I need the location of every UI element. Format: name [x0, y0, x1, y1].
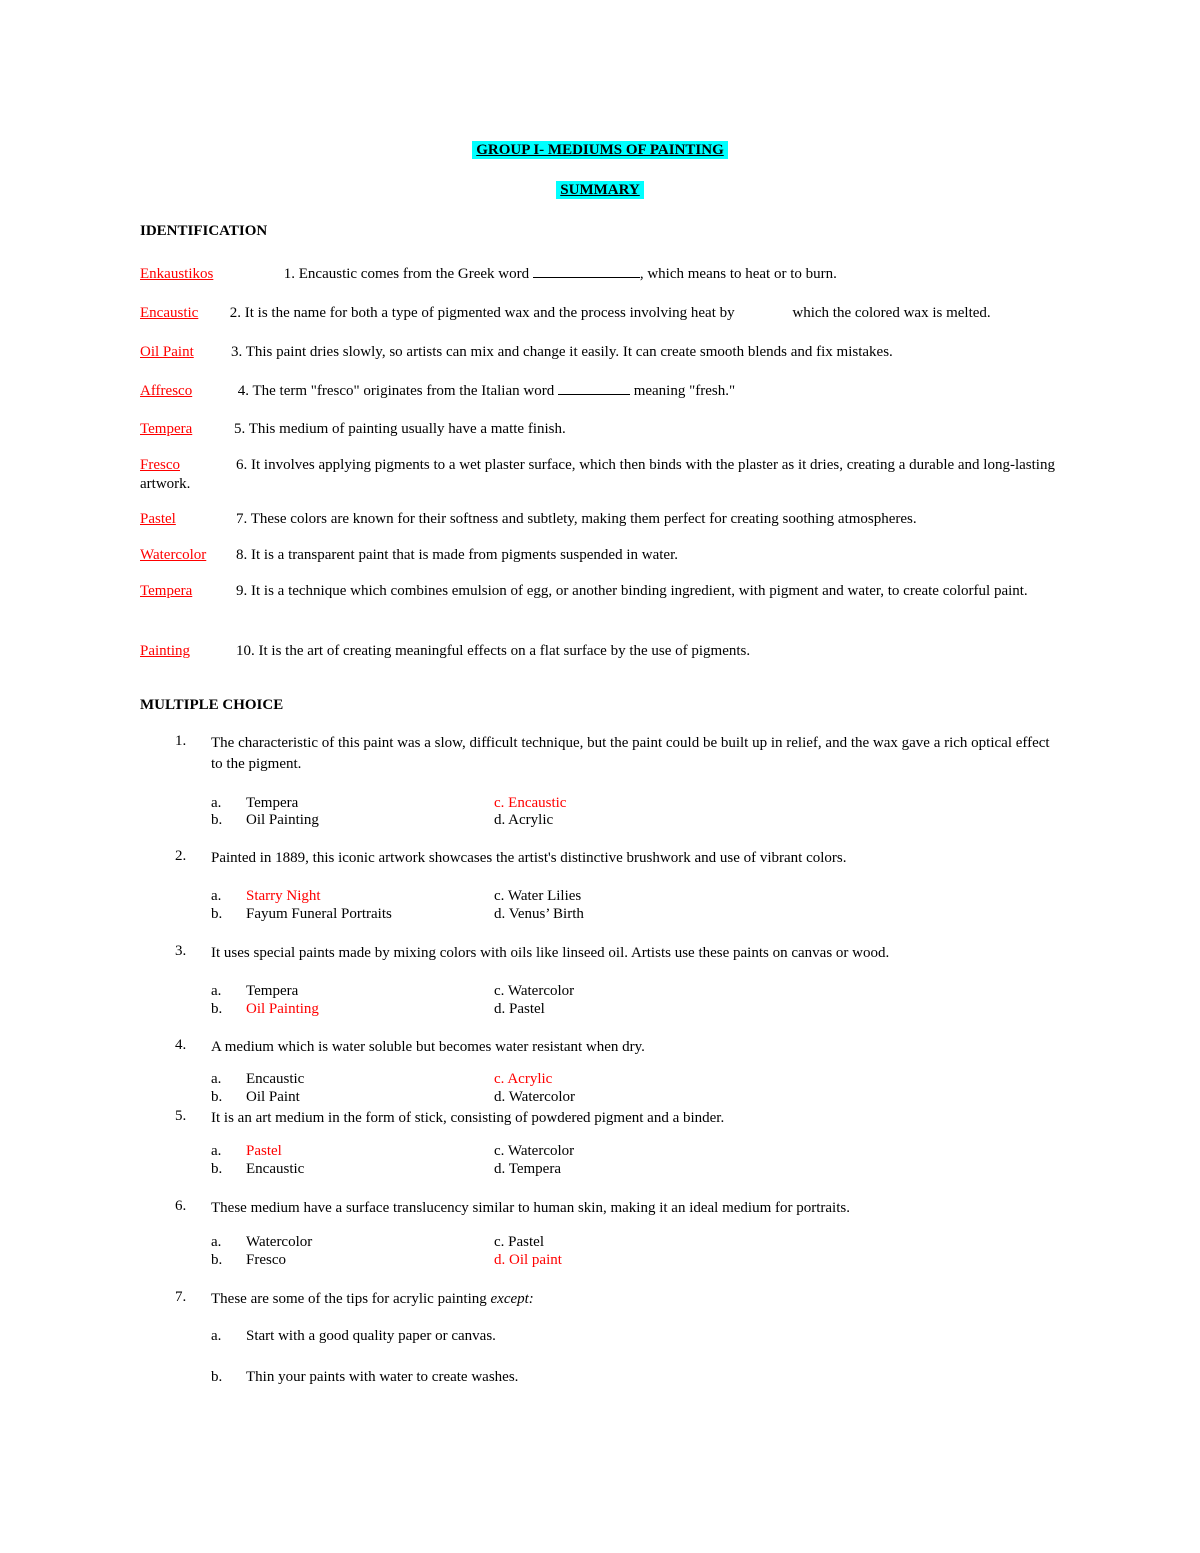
option-d: d. Venus’ Birth [494, 906, 584, 922]
option-c-correct: c. Encaustic [494, 795, 567, 811]
option-d: d. Pastel [494, 1001, 545, 1017]
identification-item: Oil Paint 3. This paint dries slowly, so artists can mix and change it easily. It can create smooth blends and fix mistakes. [140, 344, 893, 360]
identification-item: Affresco 4. The term "fresco" originates from the Italian word meaning "fresh." [140, 380, 1055, 401]
identification-item: Enkaustikos 1. Encaustic comes from the Greek word , which means to heat or to burn. [140, 263, 1055, 284]
option-d: d. Acrylic [494, 812, 554, 828]
option-c: c. Watercolor [494, 983, 575, 999]
identification-heading: IDENTIFICATION [140, 223, 268, 239]
option-d-correct: d. Oil paint [494, 1252, 562, 1268]
document-page: GROUP I- MEDIUMS OF PAINTING SUMMARY IDENTIFICATION Enkaustikos 1. Encaustic comes from the Greek word , which means to heat or to burn. Encaustic 2. It is the name for both a type of pigmented wax and the process involving heat by which the colored wax is melted. Oil Paint 3. This paint dries slowly, so artists can mix and change it easily. It can create smooth blends and fix mistakes. Affresco 4. The term "fresco" originates from the Italian word meaning "fresh." Tempera 5. This medium of painting usually have a matte finish. Fresco 6. It involves applying pigments to a wet plaster surface, which then binds with the plaster as it dries, creating a durable and long-lasting artwork. Pastel 7. These colors are known for their softness and subtlety, making them perfect for creating soothing atmospheres. Watercolor 8. It is a transparent paint that is made from pigments suspended in water. Tempera 9. It is a technique which combines emulsion of egg, or another binding ingredient, with pigment and water, to create colorful paint. Painting 10. It is the art of creating meaningful effects on a flat surface by the use of pigments. MULTIPLE CHOICE 1. The characteristic of this paint was a slow, difficult technique, but the paint could be built up in relief, and the wax gave a rich optical effect to the pigment. a. Tempera c. Encaustic b. Oil Painting d. Acrylic 2. Painted in 1889, this iconic artwork showcases the artist's distinctive brushwork and use of vibrant colors. a. Starry Night c. Water Lilies b. Fayum Funeral Portraits d. Venus’ Birth 3. It uses special paints made by mixing colors with oils like linseed oil. Artists use these paints on canvas or wood. a. Tempera c. Watercolor b. Oil Painting d. Pastel 4. A medium which is water soluble but becomes water resistant when dry. a. Encaustic c. Acrylic b. Oil Paint d. Watercolor 5. It is an art medium in the form of stick, consisting of powdered pigment and a binder. a. Pastel c. Watercolor b. Encaustic d. Tempera 6. These medium have a surface translucency similar to human skin, making it an ideal medium for portraits. a. Watercolor c. Pastel b. Fresco d. Oil paint 7. These are some of the tips for acrylic painting except: a. Start with a good quality paper or canvas. b. Thin your paints with water to create washes. [0, 0, 1200, 1553]
identification-item: Pastel 7. These colors are known for their softness and subtlety, making them perfect for creating soothing atmospheres. [140, 511, 917, 527]
answer: Watercolor [140, 547, 207, 563]
option-c: c. Water Lilies [494, 888, 582, 904]
question-number: 7. [175, 1289, 187, 1305]
option-c: c. Watercolor [494, 1143, 575, 1159]
question-number: 1. [175, 733, 187, 749]
question-text: Painted in 1889, this iconic artwork showcases the artist's distinctive brushwork and use of vibrant colors. [211, 850, 847, 866]
question-number: 2. [175, 848, 187, 864]
question-text: These are some of the tips for acrylic painting except: [211, 1291, 534, 1307]
answer: Enkaustikos [140, 266, 214, 282]
question-text: A medium which is water soluble but becomes water resistant when dry. [211, 1039, 645, 1055]
option-b: Oil Paint [246, 1089, 300, 1105]
identification-item: Watercolor 8. It is a transparent paint that is made from pigments suspended in water. [140, 547, 678, 563]
option-a: Start with a good quality paper or canvas. [246, 1328, 496, 1344]
identification-item: Encaustic 2. It is the name for both a type of pigmented wax and the process involving heat by which the colored wax is melted. [140, 305, 991, 321]
question-text: The characteristic of this paint was a slow, difficult technique, but the paint could be built up in relief, and the wax gave a rich optical effect to the pigment. [211, 735, 1050, 772]
option-a: Watercolor [246, 1234, 313, 1250]
option-c: c. Pastel [494, 1234, 544, 1250]
identification-item: Painting 10. It is the art of creating meaningful effects on a flat surface by the use of pigments. [140, 643, 751, 659]
option-b: Fayum Funeral Portraits [246, 906, 392, 922]
identification-item: Tempera 5. This medium of painting usually have a matte finish. [140, 421, 566, 437]
question-text: It uses special paints made by mixing colors with oils like linseed oil. Artists use these paints on canvas or wood. [211, 945, 890, 961]
document-subtitle: SUMMARY [0, 182, 1200, 199]
option-a: Tempera [246, 983, 299, 999]
option-d: d. Watercolor [494, 1089, 575, 1105]
option-d: d. Tempera [494, 1161, 561, 1177]
question-text: It is an art medium in the form of stick, consisting of powdered pigment and a binder. [211, 1110, 725, 1126]
question-text: These medium have a surface translucency similar to human skin, making it an ideal medium for portraits. [211, 1200, 850, 1216]
option-b: Thin your paints with water to create washes. [246, 1369, 519, 1385]
answer-blank [558, 380, 630, 395]
option-b: Encaustic [246, 1161, 305, 1177]
option-c-correct: c. Acrylic [494, 1071, 553, 1087]
answer: Affresco [140, 383, 193, 399]
option-b: Oil Painting [246, 812, 319, 828]
answer: Pastel [140, 511, 176, 527]
identification-item: Tempera 9. It is a technique which combines emulsion of egg, or another binding ingredient, with pigment and water, to create colorful paint. [140, 583, 1028, 599]
document-title: GROUP I- MEDIUMS OF PAINTING [0, 142, 1200, 159]
option-b-correct: Oil Painting [246, 1001, 319, 1017]
option-a: Tempera [246, 795, 299, 811]
answer: Tempera [140, 583, 193, 599]
question-number: 6. [175, 1198, 187, 1214]
identification-item: Fresco 6. It involves applying pigments to a wet plaster surface, which then binds with the plaster as it dries, creating a durable and long-lasting artwork. [140, 457, 1055, 492]
question-number: 3. [175, 943, 187, 959]
answer: Oil Paint [140, 344, 194, 360]
option-a-correct: Pastel [246, 1143, 282, 1159]
answer: Fresco [140, 457, 180, 473]
answer: Encaustic [140, 305, 199, 321]
option-a-correct: Starry Night [246, 888, 321, 904]
question-number: 4. [175, 1037, 187, 1053]
option-b: Fresco [246, 1252, 286, 1268]
option-a: Encaustic [246, 1071, 305, 1087]
question-number: 5. [175, 1108, 187, 1124]
answer: Tempera [140, 421, 193, 437]
answer: Painting [140, 643, 191, 659]
answer-blank [533, 263, 640, 278]
multiple-choice-heading: MULTIPLE CHOICE [140, 697, 284, 713]
